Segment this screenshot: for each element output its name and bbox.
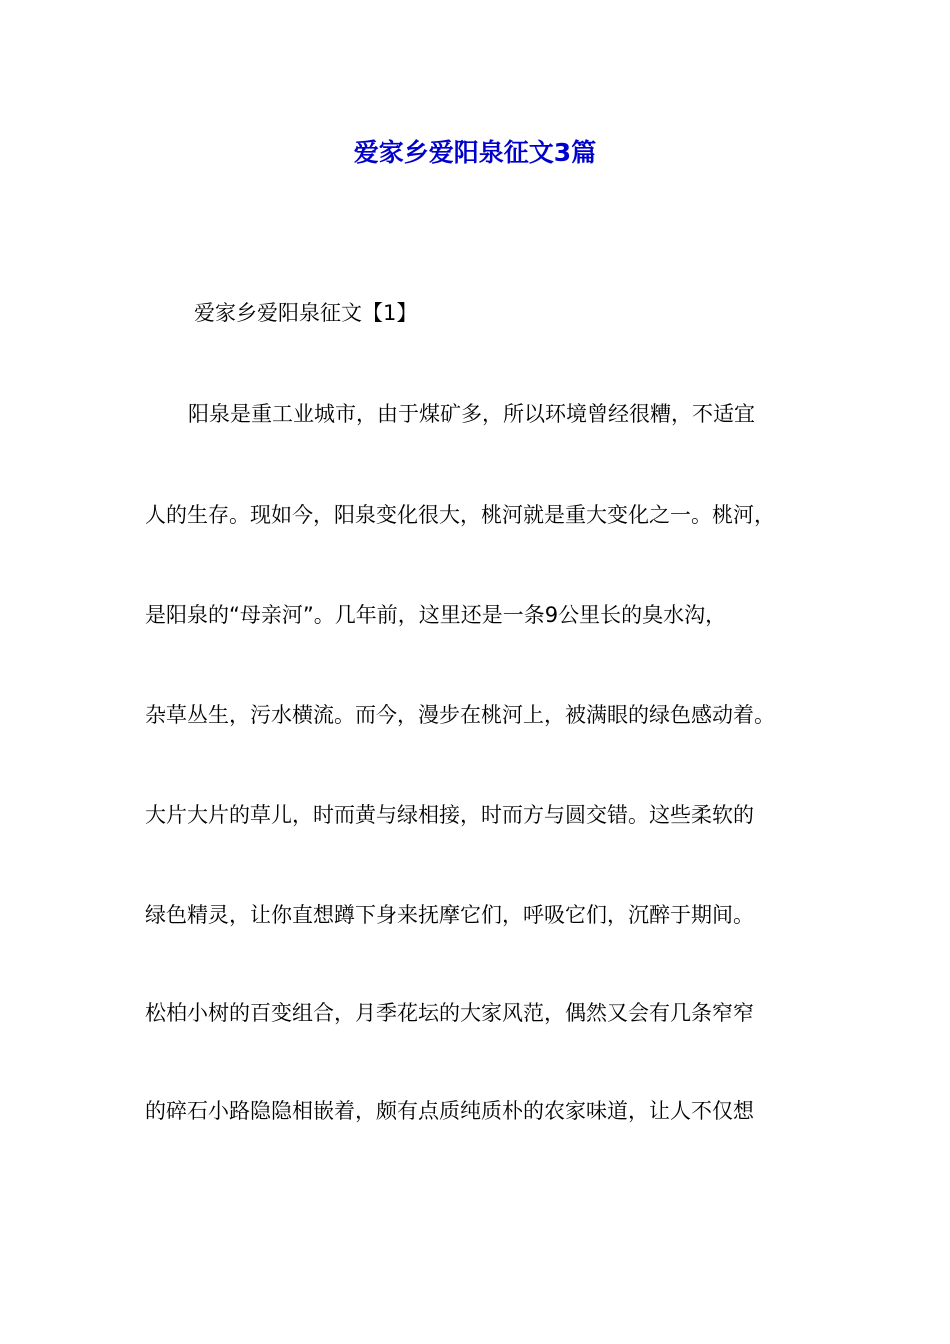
body-line: 大片大片的草儿，时而黄与绿相接，时而方与圆交错。这些柔软的 <box>145 803 754 827</box>
body-line: 松柏小树的百变组合，月季花坛的大家风范，偶然又会有几条窄窄 <box>145 1001 754 1025</box>
body-line: 绿色精灵，让你直想蹲下身来抚摩它们，呼吸它们，沉醉于期间。 <box>145 903 754 927</box>
body-line: 阳泉是重工业城市，由于煤矿多，所以环境曾经很糟，不适宜 <box>188 402 755 426</box>
body-line: 是阳泉的“母亲河”。几年前，这里还是一条9公里长的臭水沟， <box>145 603 727 627</box>
body-line: 人的生存。现如今，阳泉变化很大，桃河就是重大变化之一。桃河， <box>145 503 775 527</box>
body-line: 杂草丛生，污水横流。而今，漫步在桃河上，被满眼的绿色感动着。 <box>145 703 775 727</box>
body-line: 的碎石小路隐隐相嵌着，颇有点质纯质朴的农家味道，让人不仅想 <box>145 1099 754 1123</box>
document-title: 爱家乡爱阳泉征文3篇 <box>353 138 597 167</box>
section-heading: 爱家乡爱阳泉征文【1】 <box>194 301 418 325</box>
